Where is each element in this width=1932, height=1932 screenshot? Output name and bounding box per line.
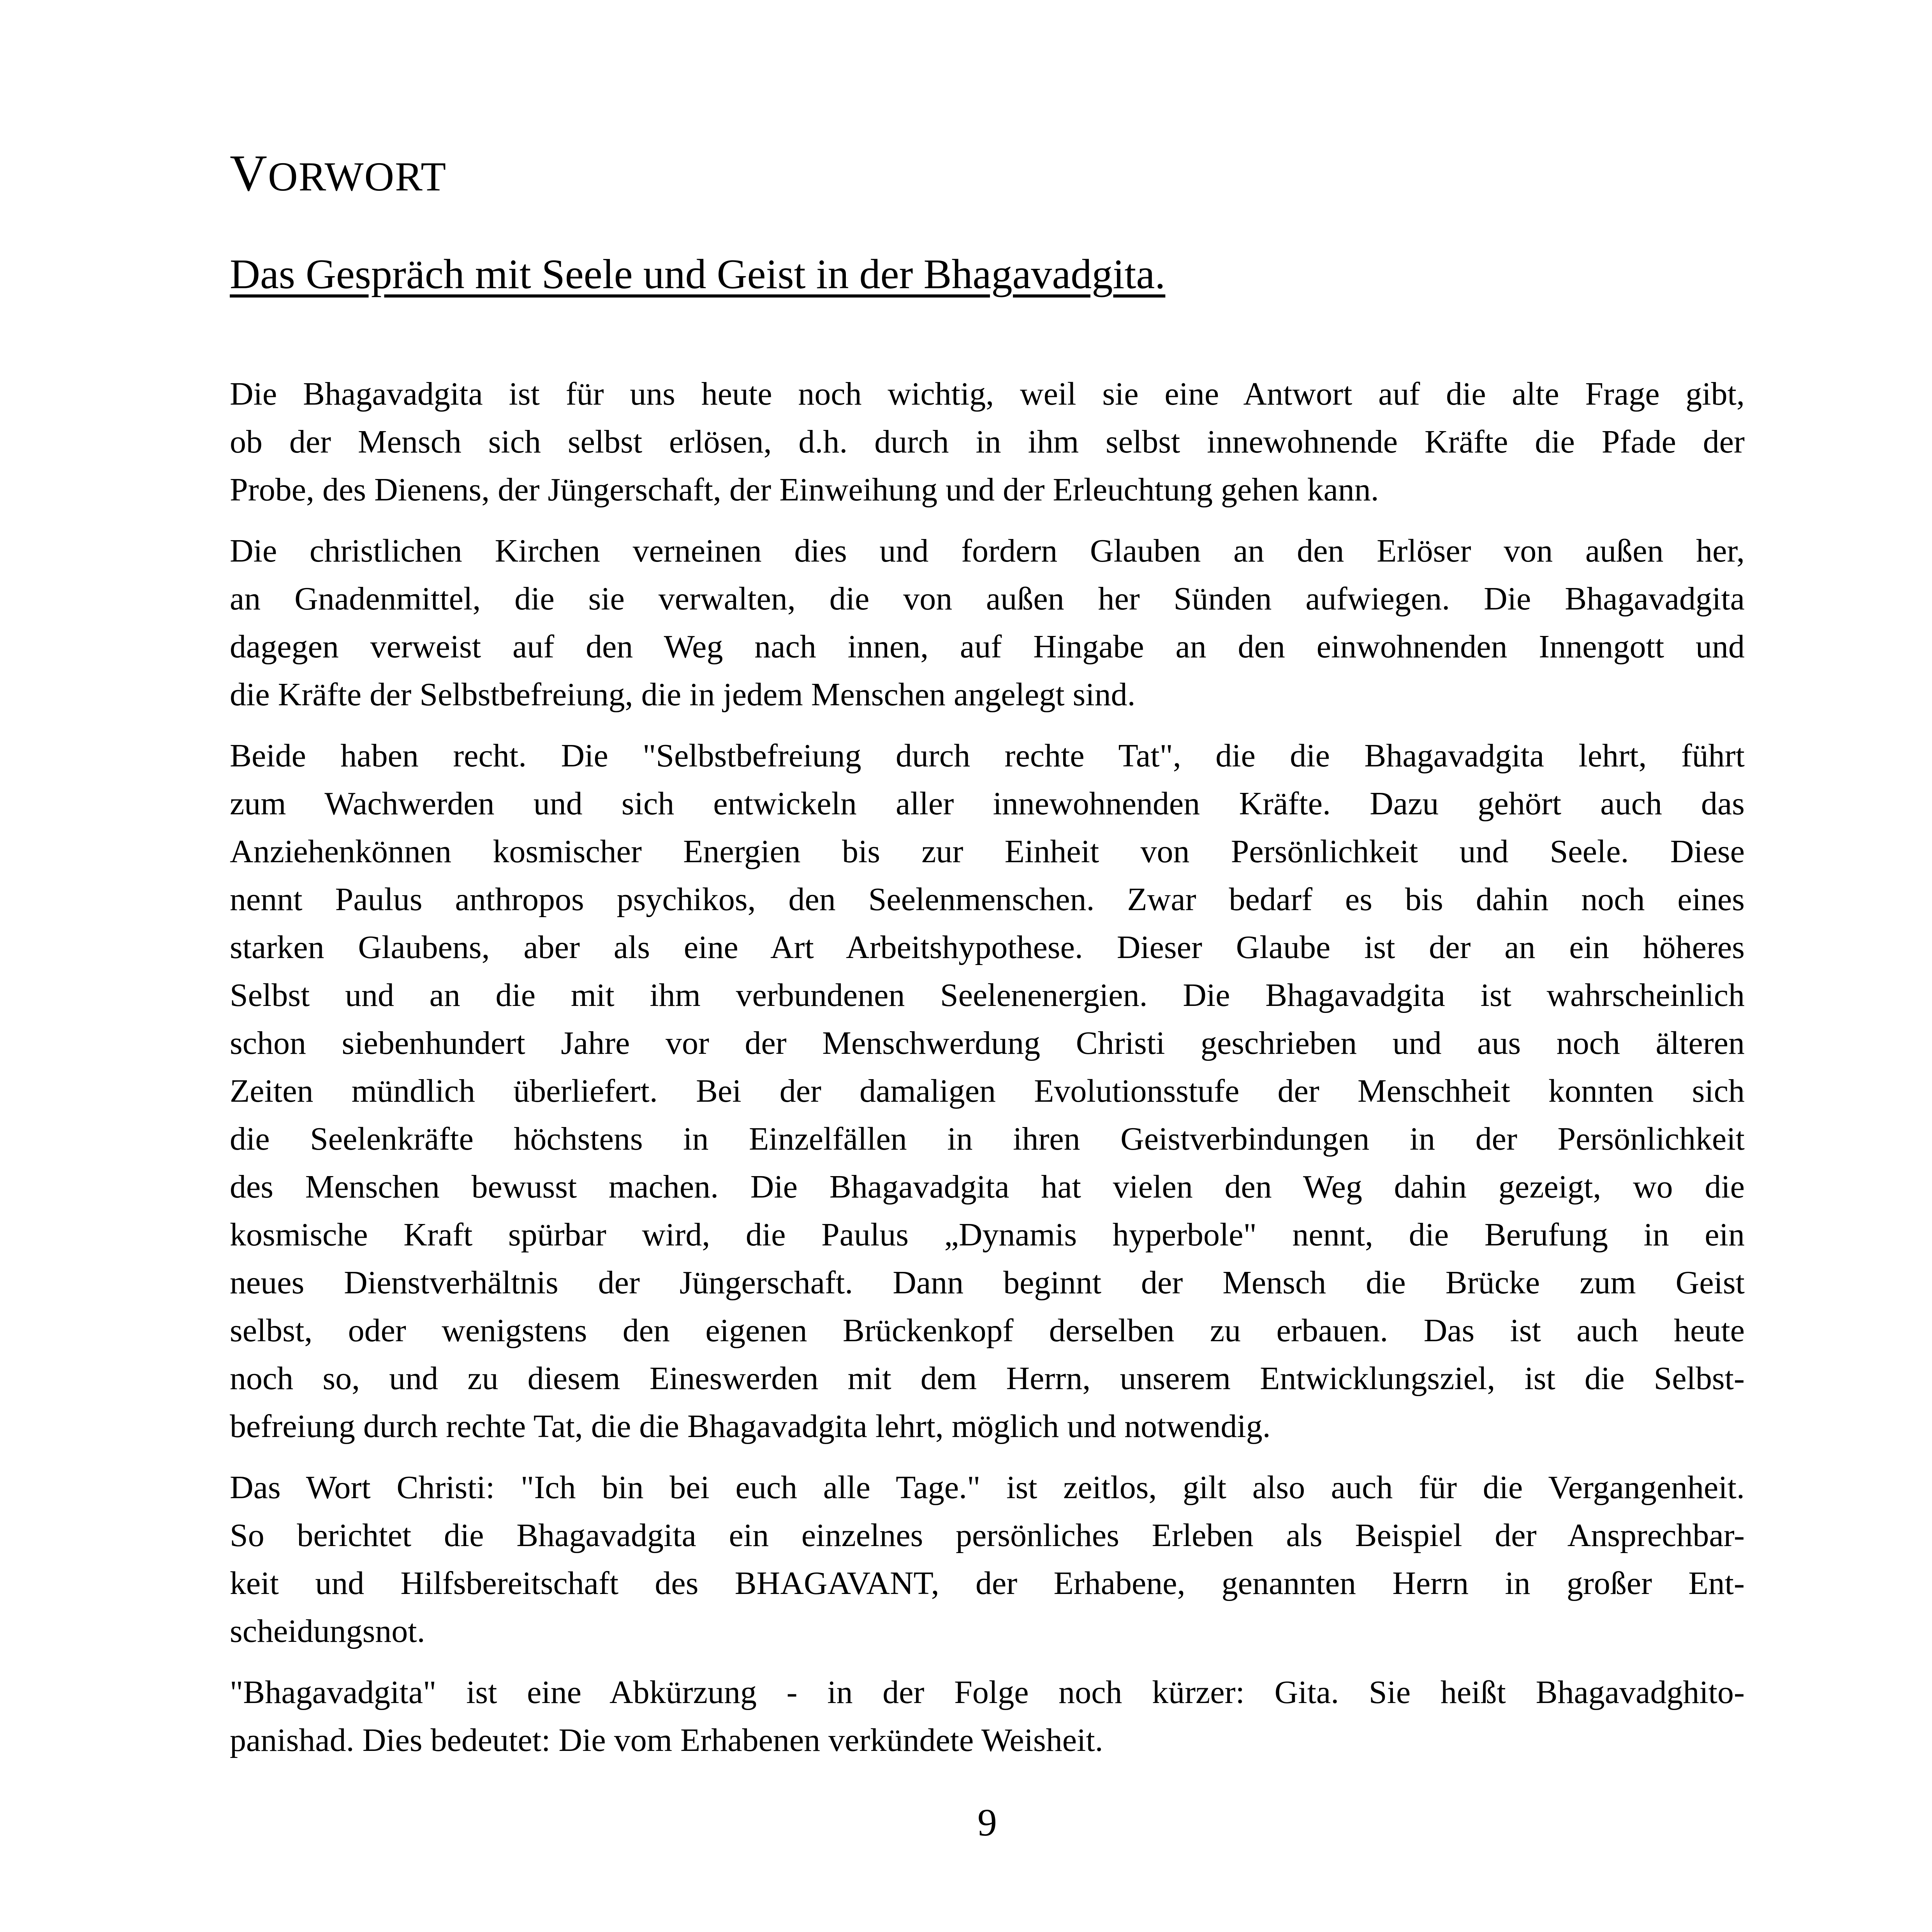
text-line: neues Dienstverhältnis der Jüngerschaft. Dann beginnt der Mensch die Brücke zum Geist xyxy=(230,1265,1745,1301)
text-line: panishad. Dies bedeutet: Die vom Erhabenen verkündete Weisheit. xyxy=(230,1722,1103,1758)
paragraph xyxy=(230,527,1745,719)
heading-rest: ORWORT xyxy=(268,154,447,199)
text-line: zum Wachwerden und sich entwickeln aller innewohnenden Kräfte. Dazu gehört auch das xyxy=(230,785,1745,822)
paragraph xyxy=(230,1668,1745,1764)
heading-initial: V xyxy=(230,144,268,202)
text-line: die Seelenkräfte höchstens in Einzelfällen in ihren Geistverbindungen in der Persönlichkeit xyxy=(230,1121,1745,1157)
text-line: Zeiten mündlich überliefert. Bei der damaligen Evolutionsstufe der Menschheit konnten sich xyxy=(230,1073,1745,1109)
text-line: nennt Paulus anthropos psychikos, den Seelenmenschen. Zwar bedarf es bis dahin noch eines xyxy=(230,881,1745,918)
text-line: noch so, und zu diesem Eineswerden mit dem Herrn, unserem Entwicklungsziel, ist die Selbst- xyxy=(230,1360,1745,1397)
paragraphs xyxy=(230,370,1745,1764)
text-line: starken Glaubens, aber als eine Art Arbeitshypothese. Dieser Glaube ist der an ein höheres xyxy=(230,929,1745,965)
text-line: schon siebenhundert Jahre vor der Menschwerdung Christi geschrieben und aus noch älteren xyxy=(230,1025,1745,1061)
page-subtitle xyxy=(230,251,1745,298)
text-line: "Bhagavadgita" ist eine Abkürzung - in der Folge noch kürzer: Gita. Sie heißt Bhagavadghito- xyxy=(230,1674,1745,1710)
text-line: an Gnadenmittel, die sie verwalten, die von außen her Sünden aufwiegen. Die Bhagavadgita xyxy=(230,581,1745,617)
text-line: Anziehenkönnen kosmischer Energien bis zur Einheit von Persönlichkeit und Seele. Diese xyxy=(230,833,1745,870)
text-line: des Menschen bewusst machen. Die Bhagavadgita hat vielen den Weg dahin gezeigt, wo die xyxy=(230,1169,1745,1205)
text-column xyxy=(230,0,1745,1842)
page-heading xyxy=(230,144,1745,202)
text-line: keit und Hilfsbereitschaft des BHAGAVANT, der Erhabene, genannten Herrn in großer Ent- xyxy=(230,1565,1745,1601)
text-line: Selbst und an die mit ihm verbundenen Seelenenergien. Die Bhagavadgita ist wahrscheinlich xyxy=(230,977,1745,1013)
text-line: scheidungsnot. xyxy=(230,1613,425,1649)
page-number: 9 xyxy=(977,1801,997,1844)
text-line: Die christlichen Kirchen verneinen dies und fordern Glauben an den Erlöser von außen her, xyxy=(230,533,1745,569)
text-line: selbst, oder wenigstens den eigenen Brückenkopf derselben zu erbauen. Das ist auch heute xyxy=(230,1312,1745,1349)
text-line: ob der Mensch sich selbst erlösen, d.h. durch in ihm selbst innewohnende Kräfte die Pfade der xyxy=(230,424,1745,460)
text-line: Beide haben recht. Die "Selbstbefreiung durch rechte Tat", die die Bhagavadgita lehrt, führt xyxy=(230,738,1745,774)
text-line: So berichtet die Bhagavadgita ein einzelnes persönliches Erleben als Beispiel der Ansprechbar- xyxy=(230,1517,1745,1553)
paragraph xyxy=(230,370,1745,514)
text-line: Die Bhagavadgita ist für uns heute noch wichtig, weil sie eine Antwort auf die alte Frage gibt, xyxy=(230,376,1745,412)
text-line: befreiung durch rechte Tat, die die Bhagavadgita lehrt, möglich und notwendig. xyxy=(230,1408,1271,1444)
text-line: die Kräfte der Selbstbefreiung, die in jedem Menschen angelegt sind. xyxy=(230,676,1136,713)
text-line: Das Wort Christi: "Ich bin bei euch alle Tage." ist zeitlos, gilt also auch für die Vergangenheit. xyxy=(230,1469,1745,1506)
text-line: Probe, des Dienens, der Jüngerschaft, der Einweihung und der Erleuchtung gehen kann. xyxy=(230,472,1379,508)
text-line: dagegen verweist auf den Weg nach innen, auf Hingabe an den einwohnenden Innengott und xyxy=(230,629,1745,665)
paragraph xyxy=(230,732,1745,1450)
paragraph xyxy=(230,1464,1745,1655)
subtitle-text: Das Gespräch mit Seele und Geist in der Bhagavadgita. xyxy=(230,251,1166,298)
text-line: kosmische Kraft spürbar wird, die Paulus „Dynamis hyperbole" nennt, die Berufung in ein xyxy=(230,1217,1745,1253)
